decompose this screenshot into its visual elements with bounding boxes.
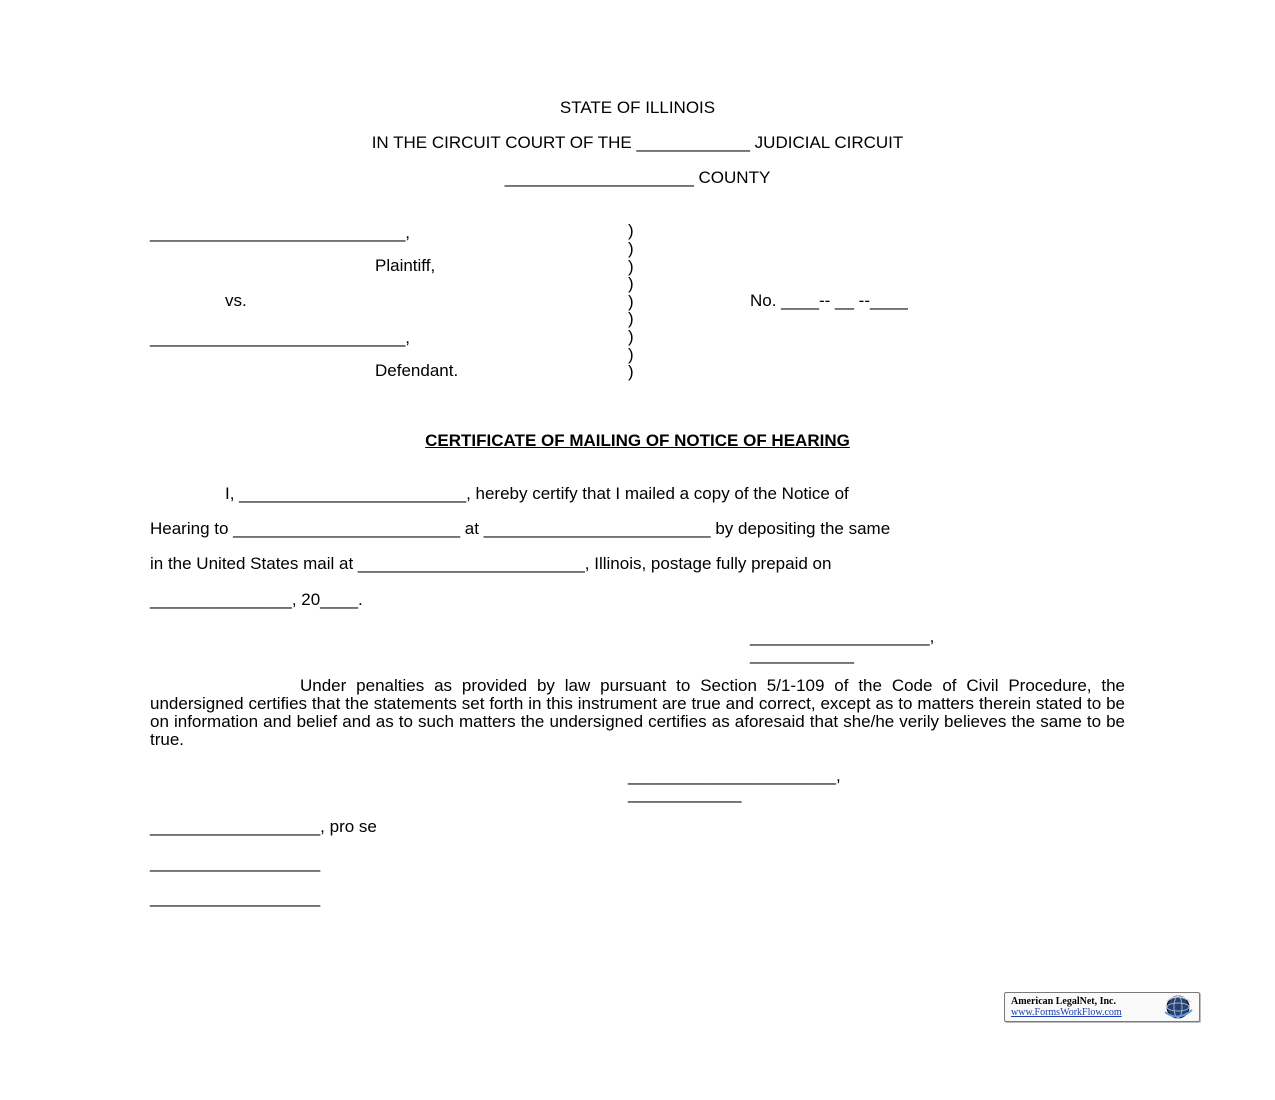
caption-bracket-7: )	[628, 327, 634, 346]
caption-bracket-2: )	[628, 239, 634, 258]
defendant-name-line: ___________________________,	[150, 328, 410, 347]
logo-company-name: American LegalNet, Inc.	[1011, 996, 1116, 1007]
defendant-label: Defendant.	[375, 361, 459, 380]
state-heading: STATE OF ILLINOIS	[559, 98, 716, 117]
certify-line-2: Hearing to ________________________ at ________________________ by depositing the same	[150, 519, 891, 538]
certify-line-4: _______________, 20____.	[150, 590, 363, 609]
caption-bracket-9: )	[628, 362, 634, 381]
caption-bracket-3: )	[628, 257, 634, 276]
pro-se-name-line: __________________, pro se	[150, 817, 377, 836]
vs-label: vs.	[225, 291, 247, 310]
globe-icon	[1161, 994, 1195, 1020]
caption-bracket-5: )	[628, 292, 634, 311]
caption-bracket-4: )	[628, 274, 634, 293]
signature-line: ___________________,	[750, 627, 935, 646]
caption-bracket-8: )	[628, 345, 634, 364]
document-title: CERTIFICATE OF MAILING OF NOTICE OF HEARING	[425, 431, 850, 450]
caption-bracket-6: )	[628, 309, 634, 328]
certify-line-3: in the United States mail at ________________________, Illinois, postage fully prepaid on	[150, 554, 832, 573]
legalnet-logo[interactable]	[1004, 992, 1200, 1022]
verification-signature-line: ______________________,	[628, 766, 841, 785]
caption-bracket-1: )	[628, 221, 634, 240]
county-heading: ____________________ COUNTY	[504, 168, 771, 187]
certify-line-1: I, ________________________, hereby certify that I mailed a copy of the Notice of	[225, 484, 849, 503]
verification-signature-sub-line: ____________	[628, 784, 742, 803]
court-heading: IN THE CIRCUIT COURT OF THE ____________ JUDICIAL CIRCUIT	[371, 133, 904, 152]
signature-sub-line: ___________	[750, 645, 855, 664]
verification-paragraph	[150, 677, 1125, 749]
pro-se-address-line: __________________	[150, 853, 321, 872]
verification-text: Under penalties as provided by law pursuant to Section 5/1-109 of the Code of Civil Procedure, the undersigned certifies that the statements set forth in this instrument are true and correct, except as to matters therein stated to be on information and belief and as to such matters the undersigned certifies as aforesaid that she/he verily believes the same to be true.	[150, 676, 1125, 749]
case-number: No. ____-- __ --____	[750, 291, 908, 310]
plaintiff-label: Plaintiff,	[375, 256, 436, 275]
pro-se-city-line: __________________	[150, 888, 321, 907]
logo-url-link[interactable]: www.FormsWorkFlow.com	[1011, 1007, 1122, 1018]
plaintiff-name-line: ___________________________,	[150, 223, 410, 242]
